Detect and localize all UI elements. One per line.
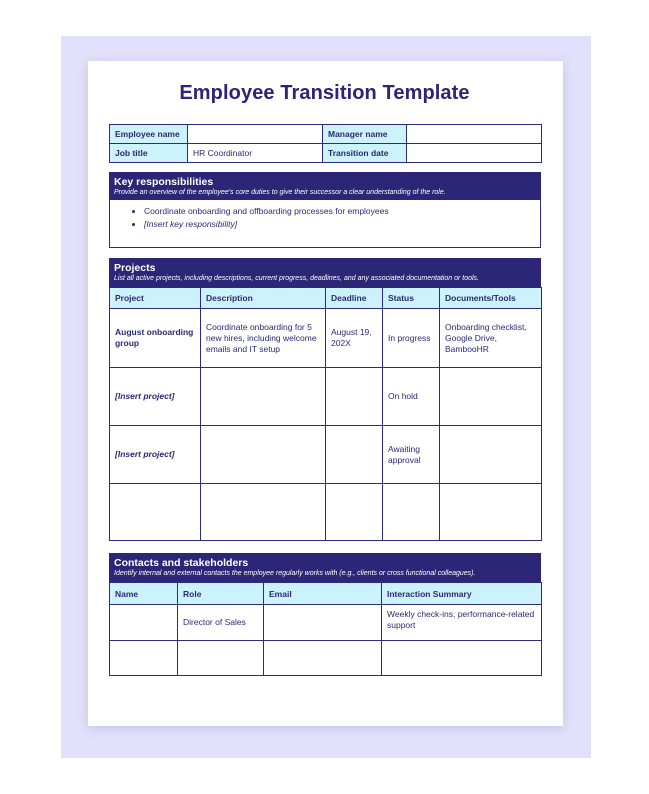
responsibility-list <box>110 205 540 231</box>
status-cell[interactable]: On hold <box>383 368 440 426</box>
list-item[interactable]: • Coordinate onboarding and offboarding processes for employees <box>144 205 540 218</box>
name-cell[interactable] <box>110 605 178 641</box>
column-header-documents: Documents/Tools <box>440 288 542 309</box>
description-cell[interactable] <box>201 368 326 426</box>
status-cell[interactable] <box>383 484 440 541</box>
contacts-table <box>109 582 542 676</box>
table-row <box>110 484 542 541</box>
column-header-description: Description <box>201 288 326 309</box>
contacts-section <box>109 553 541 582</box>
projects-section <box>109 258 541 287</box>
description-cell[interactable]: Coordinate onboarding for 5 new hires, including welcome emails and IT setup <box>201 309 326 368</box>
status-cell[interactable]: Awaiting approval <box>383 426 440 484</box>
contacts-header <box>109 553 541 582</box>
table-row <box>110 605 542 641</box>
projects-header <box>109 258 541 287</box>
documents-cell[interactable] <box>440 484 542 541</box>
project-cell[interactable]: August onboarding group <box>110 309 201 368</box>
documents-cell[interactable] <box>440 368 542 426</box>
job-title-field[interactable]: HR Coordinator <box>188 144 323 163</box>
status-cell[interactable]: In progress <box>383 309 440 368</box>
documents-cell[interactable] <box>440 426 542 484</box>
key-responsibilities-title: Key responsibilities <box>114 176 214 188</box>
table-row <box>110 368 542 426</box>
column-header-email: Email <box>264 583 382 605</box>
contacts-title: Contacts and stakeholders <box>114 557 249 569</box>
contacts-subtitle: Identify internal and external contacts the employee regularly works with (e.g., clients or cross functional colleagues). <box>114 570 476 577</box>
role-cell[interactable]: Director of Sales <box>178 605 264 641</box>
interaction-summary-cell[interactable]: Weekly check-ins, performance-related support <box>382 605 542 641</box>
column-header-interaction-summary: Interaction Summary <box>382 583 542 605</box>
name-cell[interactable] <box>110 641 178 676</box>
employee-name-field[interactable] <box>188 125 323 144</box>
table-row <box>110 426 542 484</box>
deadline-cell[interactable] <box>326 484 383 541</box>
email-cell[interactable] <box>264 605 382 641</box>
deadline-cell[interactable] <box>326 368 383 426</box>
projects-subtitle: List all active projects, including descriptions, current progress, deadlines, and any associated documentation or tools. <box>114 275 479 282</box>
description-cell[interactable] <box>201 426 326 484</box>
column-header-status: Status <box>383 288 440 309</box>
job-title-label: Job title <box>110 144 188 163</box>
deadline-cell[interactable]: August 19, 202X <box>326 309 383 368</box>
column-header-project: Project <box>110 288 201 309</box>
documents-cell[interactable]: Onboarding checklist, Google Drive, BambooHR <box>440 309 542 368</box>
projects-title: Projects <box>114 262 156 274</box>
employee-info-table <box>109 124 542 163</box>
project-cell[interactable]: [Insert project] <box>110 368 201 426</box>
employee-name-label: Employee name <box>110 125 188 144</box>
deadline-cell[interactable] <box>326 426 383 484</box>
page-title: Employee Transition Template <box>179 82 470 104</box>
column-header-deadline: Deadline <box>326 288 383 309</box>
key-responsibilities-section <box>109 172 541 248</box>
transition-date-label: Transition date <box>323 144 407 163</box>
column-header-name: Name <box>110 583 178 605</box>
manager-name-field[interactable] <box>407 125 542 144</box>
projects-table <box>109 287 542 541</box>
interaction-summary-cell[interactable] <box>382 641 542 676</box>
table-row <box>110 309 542 368</box>
transition-date-field[interactable] <box>407 144 542 163</box>
list-item[interactable]: • [Insert key responsibility] <box>144 218 540 231</box>
key-responsibilities-subtitle: Provide an overview of the employee's core duties to give their successor a clear understanding of the role. <box>114 189 446 196</box>
key-responsibilities-header <box>109 172 541 200</box>
email-cell[interactable] <box>264 641 382 676</box>
project-cell[interactable]: [Insert project] <box>110 426 201 484</box>
table-row <box>110 641 542 676</box>
project-cell[interactable] <box>110 484 201 541</box>
role-cell[interactable] <box>178 641 264 676</box>
description-cell[interactable] <box>201 484 326 541</box>
column-header-role: Role <box>178 583 264 605</box>
manager-name-label: Manager name <box>323 125 407 144</box>
key-responsibilities-body <box>109 200 541 248</box>
